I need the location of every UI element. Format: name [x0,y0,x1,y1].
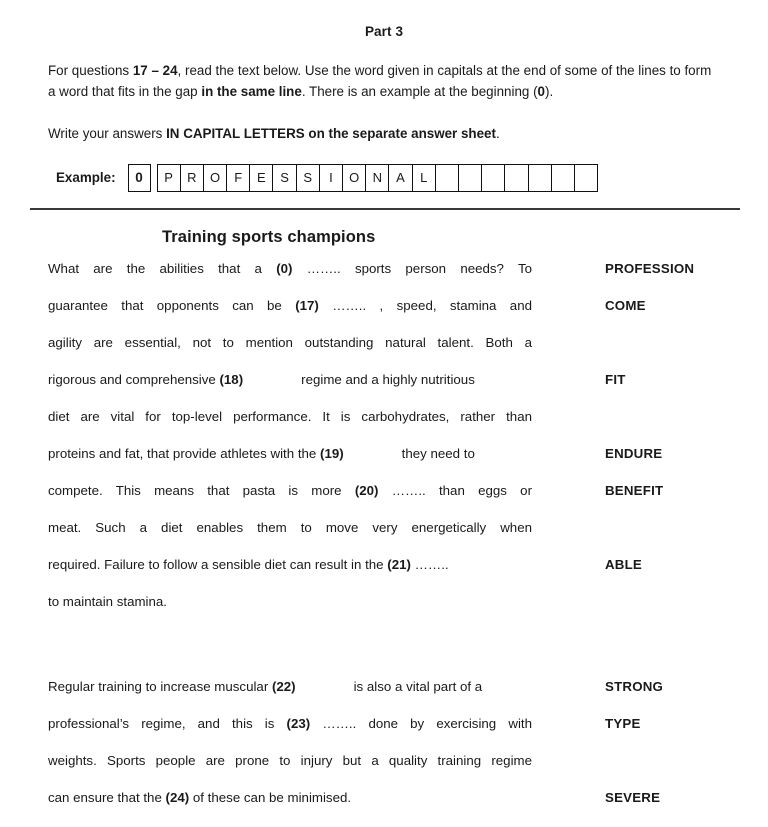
answer-cell-empty[interactable] [482,164,505,192]
passage-text-segment: is also a vital part of a [353,678,483,694]
passage-text-segment: can ensure that the [48,789,166,805]
passage-line [0,409,768,446]
answer-sheet-bold: on the separate answer sheet [304,125,496,141]
passage-text-segment: proteins and fat, that provide athletes with the [48,445,321,461]
instructions-text-a: For questions [48,63,133,78]
prompt-keyword: ABLE [605,556,642,572]
passage-line-text [48,335,532,351]
example-label: Example: [56,170,116,186]
passage-text-segment: …….. than eggs or [378,482,532,498]
passage-text-segment: …….. sports person needs? To [292,260,532,276]
prompt-keyword: TYPE [605,715,641,731]
passage-line [0,790,768,827]
passage-text-segment: weights. Sports people are prone to injury but a quality training regime [48,752,532,768]
passage-line [0,261,768,298]
passage-line [0,483,768,520]
section-divider [30,208,740,210]
answer-gap-blank[interactable] [344,446,402,462]
passage-line-text [48,483,532,499]
answer-cell-filled[interactable]: S [297,164,320,192]
passage-line-text [48,753,532,769]
part-title: Part 3 [364,24,404,39]
passage-line [0,335,768,372]
passage-title: Training sports champions [162,227,376,246]
answer-cell-empty[interactable] [529,164,552,192]
passage-text-segment: of these can be minimised. [189,789,352,805]
answer-gap-blank[interactable] [296,679,354,695]
passage-text-segment: they need to [401,445,475,461]
instructions-text-b: , read the text below. Use the word given in capitals at the end of some of the lines to form a word that fits in the gap [48,63,712,99]
passage-line-text [48,594,532,610]
passage-text-segment: Regular training to increase muscular [48,678,272,694]
answer-cell-empty[interactable] [505,164,528,192]
question-number: (20) [354,482,379,498]
answer-cell-filled[interactable]: I [320,164,343,192]
prompt-keyword: FIT [605,371,626,387]
passage-line-text [48,261,532,277]
question-number: (23) [286,715,311,731]
passage-line [0,298,768,335]
prompt-keyword: STRONG [605,678,664,694]
instructions-period: . [495,125,500,141]
answer-cell-filled[interactable]: N [366,164,389,192]
question-number: (22) [271,678,296,694]
answer-cell-filled[interactable]: F [227,164,250,192]
answer-cell-filled[interactable]: O [204,164,227,192]
passage-body-part2 [0,679,768,827]
passage-text-segment: required. Failure to follow a sensible diet can result in the [48,556,388,572]
question-number: (0) [276,260,293,276]
prompt-keyword: PROFESSION [605,260,695,276]
passage-line-text [48,298,532,314]
passage-line-text [48,790,532,806]
prompt-keyword: ENDURE [605,445,663,461]
answer-cell-empty[interactable] [552,164,575,192]
answer-cell-empty[interactable] [575,164,598,192]
instructions-paragraph-2 [48,124,720,144]
passage-line-text [48,679,532,695]
passage-line [0,679,768,716]
instructions-text-c: . There is an example at the beginning ( [301,83,538,99]
passage-text-segment: agility are essential, not to mention outstanding natural talent. Both a [48,334,532,350]
passage-line [0,372,768,409]
prompt-keyword: SEVERE [605,789,661,805]
passage-text-segment: regime and a highly nutritious [301,371,475,387]
answer-cell-filled[interactable]: R [181,164,204,192]
passage-body-part1 [0,261,768,631]
prompt-keyword: BENEFIT [605,482,664,498]
question-number: (19) [320,445,344,461]
passage-line-text [48,520,532,536]
answer-cell-empty[interactable] [459,164,482,192]
answer-cell-filled[interactable]: A [389,164,412,192]
example-answer-grid[interactable] [157,164,599,192]
passage-line [0,446,768,483]
paragraph-spacer [0,631,768,665]
example-row [0,164,768,192]
answer-cell-filled[interactable]: P [158,164,181,192]
write-answers-text: Write your answers [48,125,167,141]
passage-line-text [48,557,532,573]
example-zero-bold: 0 [537,83,545,99]
instructions-text-d: ). [545,83,554,99]
prompt-keyword: COME [605,297,646,313]
passage-text-segment: diet are vital for top-level performance. It is carbohydrates, rather than [48,408,532,424]
answer-cell-filled[interactable]: S [273,164,296,192]
passage-text-segment: …….. , speed, stamina and [318,297,532,313]
passage-text-segment: …….. [410,556,449,572]
question-number: (24) [165,789,190,805]
passage-line [0,557,768,594]
passage-text-segment: meat. Such a diet enables them to move very energetically when [48,519,532,535]
passage-text-segment: What are the abilities that a [48,260,277,276]
question-number: (21) [387,556,411,572]
passage-text-segment: compete. This means that pasta is more [48,482,355,498]
passage-line [0,753,768,790]
passage-text-segment: to maintain stamina. [48,593,167,609]
passage-line [0,594,768,631]
passage-line-text [48,372,532,388]
question-number: (18) [219,371,244,387]
passage-line-text [48,446,532,462]
passage-text-segment: rigorous and comprehensive [48,371,220,387]
passage-text-segment: guarantee that opponents can be [48,297,296,313]
example-number-box: 0 [128,164,151,192]
answer-cell-empty[interactable] [436,164,459,192]
same-line-bold: in the same line [201,83,302,99]
passage-line [0,520,768,557]
question-range-bold: 17 – 24 [132,63,178,78]
answer-gap-blank[interactable] [243,372,301,388]
question-number: (17) [295,297,319,313]
passage-line-text [48,716,532,732]
answer-cell-filled[interactable]: O [343,164,366,192]
instructions-paragraph-1 [48,61,720,103]
answer-cell-filled[interactable]: E [250,164,273,192]
passage-line-text [48,409,532,425]
answer-cell-filled[interactable]: L [413,164,436,192]
passage-text-segment: professional’s regime, and this is [48,715,287,731]
passage-line [0,716,768,753]
passage-text-segment: …….. done by exercising with [310,715,532,731]
capital-letters-bold: IN CAPITAL LETTERS [166,125,305,141]
